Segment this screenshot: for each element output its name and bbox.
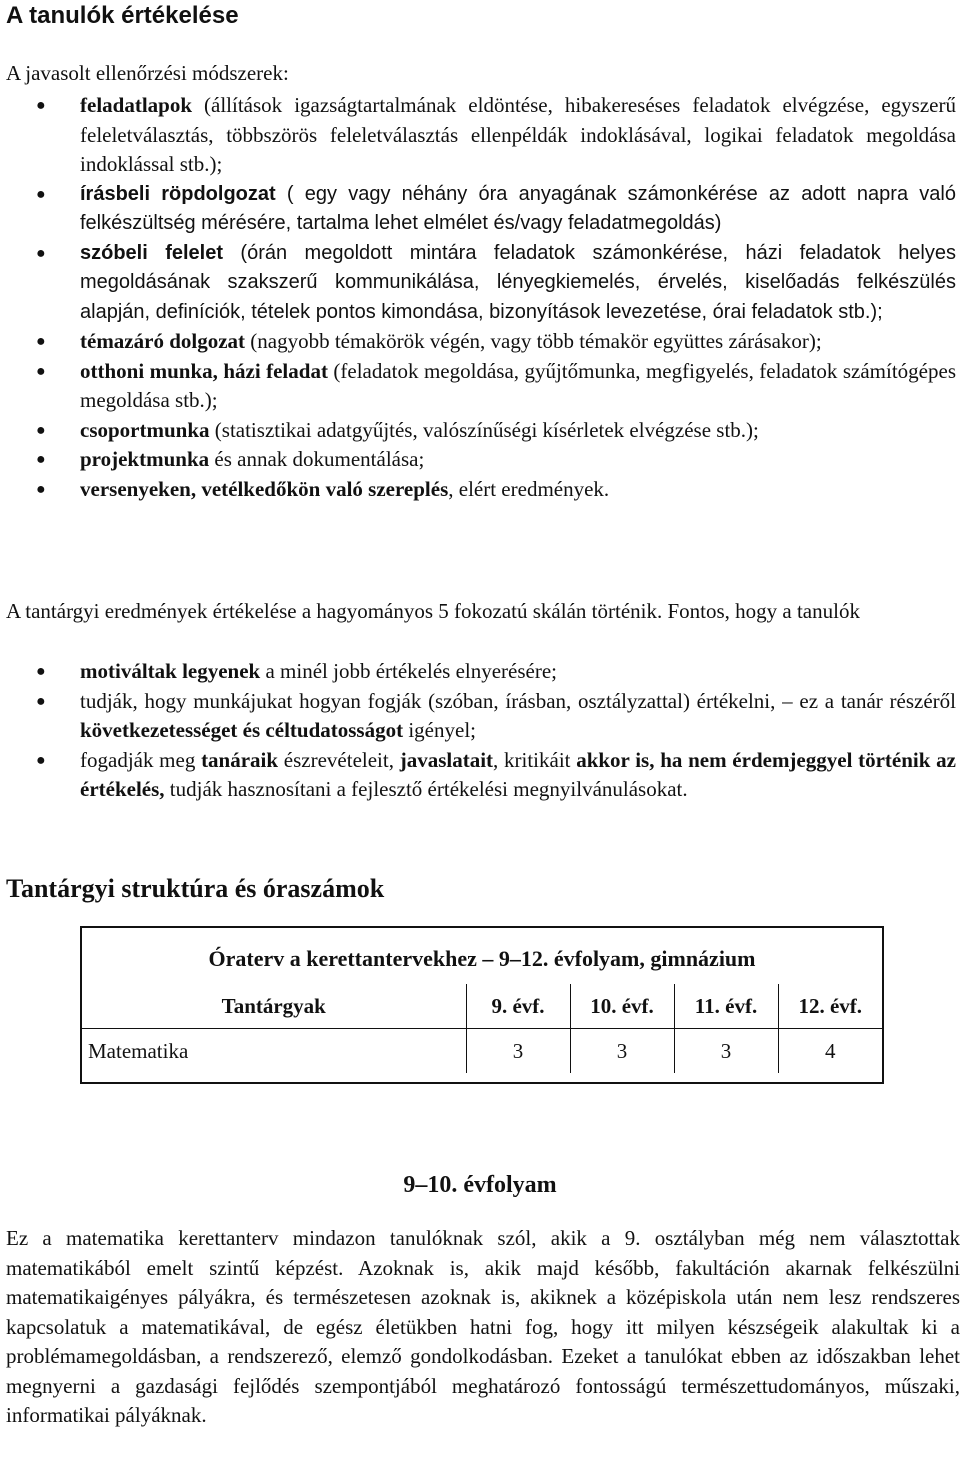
bullet-icon: ● (36, 97, 46, 114)
point-text: a minél jobb értékelés elnyerésére; (260, 659, 558, 683)
list-item (0, 445, 960, 475)
hours-table-box (80, 926, 884, 1084)
bullet-icon: ● (36, 244, 46, 262)
method-term: versenyeken, vetélkedőkön való szereplés (80, 476, 449, 501)
point-text: tudják hasznosítani a fejlesztő értékelési megnyilvánulásokat. (164, 777, 688, 801)
emphasis: akkor is, ha nem érdemjeggyel történik az értékelés, (80, 747, 956, 801)
emphasis: motiváltak legyenek (80, 659, 261, 683)
list-item (0, 180, 960, 239)
page-title: A tanulók értékelése (6, 2, 239, 29)
method-term: írásbeli röpdolgozat (80, 182, 276, 205)
emphasis: tanáraik (201, 747, 279, 772)
bullet-icon: ● (36, 333, 46, 350)
point-text: észrevételeit, (278, 747, 400, 772)
method-term: témazáró dolgozat (80, 329, 246, 353)
grading-paragraph: A tantárgyi eredmények értékelése a hagyományos 5 fokozatú skálán történik. Fontos, hogy a tanulók (6, 599, 860, 623)
method-desc: (nagyobb témakörök végén, vagy több témakör együttes zárásakor); (245, 329, 822, 353)
emphasis: javaslatait (399, 747, 494, 772)
table-header-row (82, 984, 882, 1029)
column-header: Tantárgyak (82, 984, 466, 1029)
bullet-icon: ● (36, 362, 46, 380)
intro-text: A javasolt ellenőrzési módszerek: (6, 61, 289, 85)
list-item (0, 357, 960, 416)
list-item (0, 657, 960, 687)
method-desc: , elért eredmények. (448, 476, 610, 501)
method-desc: és annak dokumentálása; (209, 447, 425, 471)
emphasis: következetességet és céltudatosságot (80, 718, 404, 742)
list-item (0, 327, 960, 357)
list-item (0, 746, 960, 805)
table-row (82, 1029, 882, 1074)
table-cell: 3 (674, 1029, 778, 1074)
method-term: projektmunka (80, 447, 210, 471)
column-header: 12. évf. (778, 984, 882, 1029)
section-heading: Tantárgyi struktúra és óraszámok (6, 874, 385, 903)
bullet-icon: ● (36, 480, 46, 498)
method-desc: (feladatok megoldása, gyűjtőmunka, megfigyelés, feladatok számítógépes megoldása stb.); (80, 358, 956, 412)
method-term: otthoni munka, házi feladat (80, 358, 328, 383)
bullet-icon: ● (36, 185, 46, 203)
list-item (0, 239, 960, 328)
table-cell: 4 (778, 1029, 882, 1074)
point-text: igényel; (403, 718, 476, 742)
table-title: Óraterv a kerettantervekhez – 9–12. évfolyam, gimnázium (208, 946, 756, 971)
methods-list (0, 91, 960, 504)
hours-table (82, 984, 882, 1073)
student-points-list (0, 657, 960, 805)
list-item (0, 91, 960, 180)
table-cell: 3 (570, 1029, 674, 1074)
grade-heading: 9–10. évfolyam (403, 1172, 557, 1198)
method-desc: (órán megoldott mintára feladatok számonkérése, házi feladatok helyes megoldásának szakszerű kommunikálása, lényegkiemelés, érvelés, kiselőadás felkészülés alapján, definíciók, tételek pontos kimondása, bizonyítások levezetése, órai feladatok stb.); (80, 241, 957, 323)
table-cell: Matematika (88, 1038, 189, 1063)
point-text: , kritikáit (493, 747, 577, 772)
closing-paragraph: Ez a matematika kerettanterv mindazon tanulóknak szól, akik a 9. osztályban még nem választottak matematikából emelt szintű képzést. Azoknak is, akik majd később, fakultáción akarnak felkészülni matematikaigényes pályákra, és természetesen azoknak is, akiknek a középiskola után nem lesz rendszeres kapcsolatuk a matematikával, de egész életükben hatni fog, hogy itt milyen készségeik alakultak ki a problémamegoldásban, a rendszerező, elemző gondolkodásban. Ezeket a tanulókat ebben az időszakban lehet megnyerni a gazdasági fejlődés szempontjából meghatározó fontosságú természettudományos, műszaki, informatikai pályáknak. (6, 1226, 960, 1427)
bullet-icon: ● (36, 663, 46, 680)
table-cell: 3 (466, 1029, 570, 1074)
method-desc: (statisztikai adatgyűjtés, valószínűségi kísérletek elvégzése stb.); (209, 417, 759, 442)
point-text: tudják, hogy munkájukat hogyan fogják (szóban, írásban, osztályzattal) értékelni, – ez a tanár részéről (80, 688, 956, 713)
column-header: 10. évf. (570, 984, 674, 1029)
list-item (0, 687, 960, 746)
bullet-icon: ● (36, 421, 46, 439)
method-desc: (állítások igazságtartalmának eldöntése, hibakereséses feladatok elvégzése, egyszerű feleletválasztás, többszörös feleletválasztás ellenpéldák indoklásával, logikai feladatok megoldása indoklással stb.); (80, 93, 956, 176)
method-term: szóbeli felelet (80, 241, 224, 264)
column-header: 11. évf. (674, 984, 778, 1029)
method-term: csoportmunka (80, 417, 210, 442)
list-item (0, 416, 960, 446)
list-item (0, 475, 960, 505)
column-header: 9. évf. (466, 984, 570, 1029)
bullet-icon: ● (36, 692, 46, 710)
point-text: fogadják meg (80, 747, 202, 772)
method-term: feladatlapok (80, 93, 193, 117)
bullet-icon: ● (36, 451, 46, 468)
bullet-icon: ● (36, 751, 46, 769)
method-desc: ( egy vagy néhány óra anyagának számonkérése az adott napra való felkészültség mérésére, tartalma lehet elmélet és/vagy feladatmegoldás) (80, 182, 956, 234)
